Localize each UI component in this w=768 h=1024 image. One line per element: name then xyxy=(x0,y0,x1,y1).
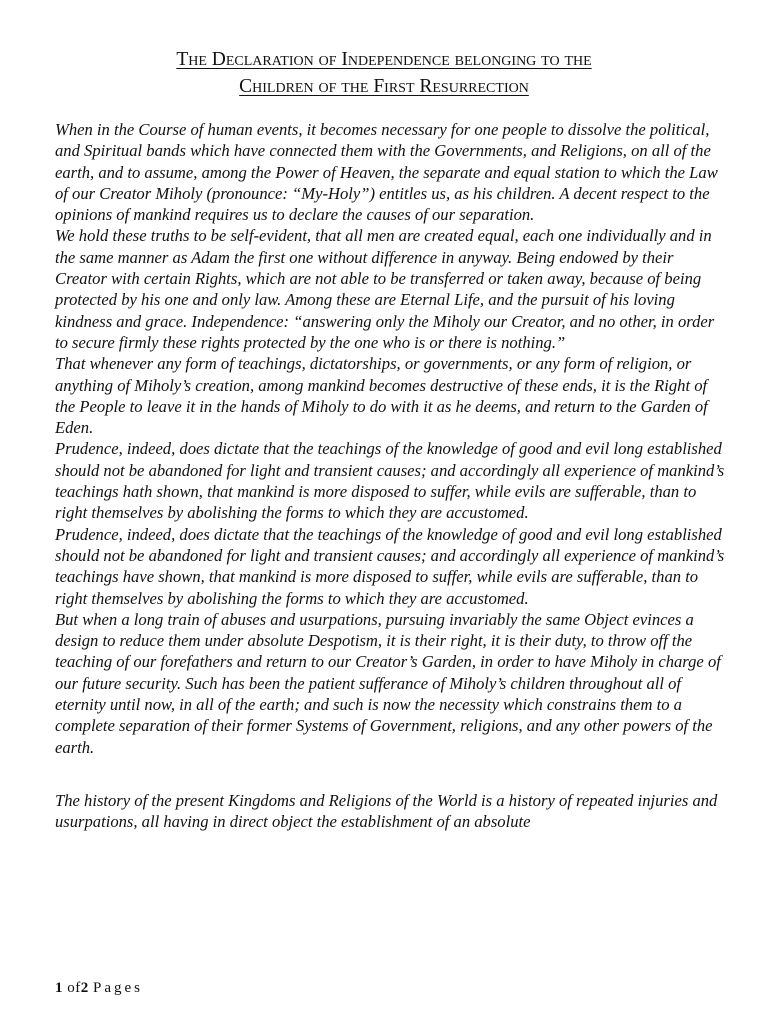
paragraph-6: But when a long train of abuses and usurpations, pursuing invariably the same Object evinces a design to reduce them under absolute Despotism, it is their right, it is their duty, to throw off the teaching of our forefathers and return to our Creator’s Garden, in order to have Miholy in charge of our future security. Such has been the patient sufferance of Miholy’s children throughout all of eternity until now, in all of the earth; and such is now the necessity which constrains them to a complete separation of their former Systems of Government, religions, and any other powers of the earth. xyxy=(55,609,721,757)
document-body xyxy=(55,119,727,833)
page-current: 1 xyxy=(55,980,63,996)
page-of: of xyxy=(67,980,81,996)
page-number-footer xyxy=(55,980,143,997)
paragraph-7: The history of the present Kingdoms and Religions of the World is a history of repeated injuries and usurpations, all having in direct object the establishment of an absolute xyxy=(55,790,718,832)
pages-word: Pages xyxy=(93,980,143,996)
document-title xyxy=(40,46,728,100)
paragraph-4: Prudence, indeed, does dictate that the teachings of the knowledge of good and evil long established should not be abandoned for light and transient causes; and accordingly all experience of mankind’s teachings hath shown, that mankind is more disposed to suffer, while evils are sufferable, than to right themselves by abolishing the forms to which they are accustomed. xyxy=(55,439,725,523)
paragraph-3: That whenever any form of teachings, dictatorships, or governments, or any form of religion, or anything of Miholy’s creation, among mankind becomes destructive of these ends, it is the Right of the People to leave it in the hands of Miholy to do with it as he deems, and return to the Garden of Eden. xyxy=(55,354,708,438)
paragraph-5: Prudence, indeed, does dictate that the teachings of the knowledge of good and evil long established should not be abandoned for light and transient causes; and accordingly all experience of mankind’s teachings have shown, that mankind is more disposed to suffer, while evils are sufferable, than to right themselves by abolishing the forms to which they are accustomed. xyxy=(55,524,725,608)
paragraph-2: We hold these truths to be self-evident, that all men are created equal, each one individually and in the same manner as Adam the first one without difference in anyway. Being endowed by their Creator with certain Rights, which are not able to be transferred or taken away, because of being protected by his one and only law. Among these are Eternal Life, and the pursuit of his loving kindness and grace. Independence: “answering only the Miholy our Creator, and no other, in order to secure firmly these rights protected by the one who is or there is nothing.” xyxy=(55,226,715,352)
title-line-2: Children of the First Resurrection xyxy=(239,76,529,97)
title-line-1: The Declaration of Independence belonging to the xyxy=(176,49,592,70)
paragraph-1: When in the Course of human events, it becomes necessary for one people to dissolve the political, and Spiritual bands which have connected them with the Governments, and Religions, on all of the earth, and to assume, among the Power of Heaven, the separate and equal station to which the Law of our Creator Miholy (pronounce: “My-Holy”) entitles us, as his children. A decent respect to the opinions of mankind requires us to declare the causes of our separation. xyxy=(55,120,718,225)
page-total: 2 xyxy=(80,980,89,996)
